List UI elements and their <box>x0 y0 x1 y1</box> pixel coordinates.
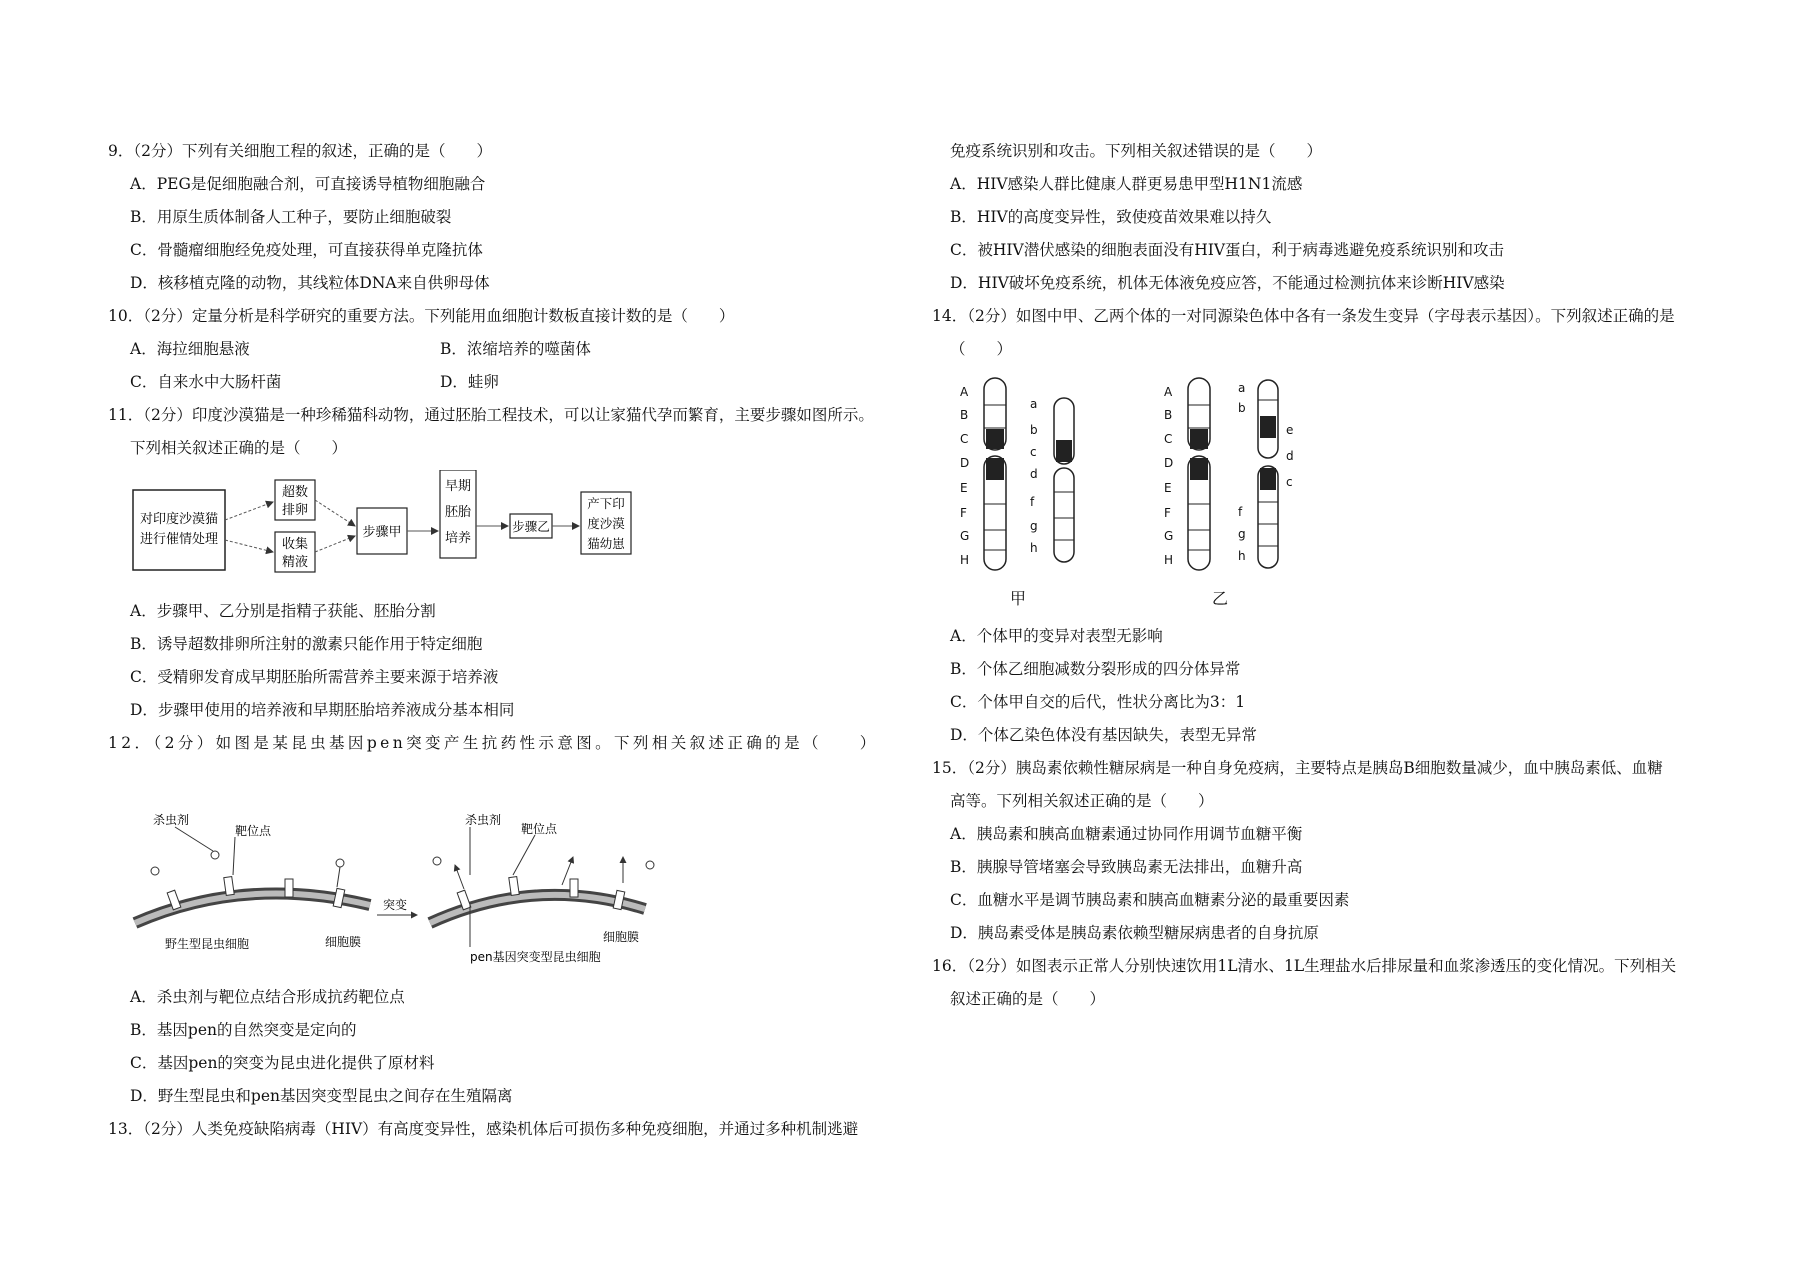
q13-stem: 13．（2分）人类免疫缺陷病毒（HIV）有高度变异性，感染机体后可损伤多种免疫细胞，并通过多种机制逃避 <box>108 1120 859 1138</box>
svg-text:细胞膜: 细胞膜 <box>603 930 640 944</box>
right-column <box>920 0 1800 1282</box>
q15-option-a: A．胰岛素和胰高血糖素通过协同作用调节血糖平衡 <box>950 825 1303 843</box>
q14-chromosome-figure <box>950 372 1370 612</box>
q12-mutation-figure <box>125 805 670 970</box>
mutant-membrane <box>430 812 654 964</box>
q11-flowchart <box>125 470 665 580</box>
q10-stem: 10．（2分）定量分析是科学研究的重要方法。下列能用血细胞计数板直接计数的是（ ） <box>108 307 735 325</box>
q14-stem-line1: 14．（2分）如图中甲、乙两个体的一对同源染色体中各有一条发生变异（字母表示基因）。下列叙述正确的是 <box>932 307 1675 325</box>
svg-text:A: A <box>960 385 969 399</box>
svg-text:度沙漠: 度沙漠 <box>587 516 625 531</box>
q10-option-d: D．蛙卵 <box>440 373 499 391</box>
svg-text:G: G <box>1164 529 1174 543</box>
svg-text:收集: 收集 <box>281 537 309 552</box>
q11-option-d: D．步骤甲使用的培养液和早期胚胎培养液成分基本相同 <box>130 701 515 719</box>
svg-text:f: f <box>1030 495 1035 509</box>
q14-option-c: C．个体甲自交的后代，性状分离比为3：1 <box>950 693 1246 711</box>
svg-text:e: e <box>1286 423 1294 437</box>
svg-text:早期: 早期 <box>444 479 472 494</box>
chromosome-jia-normal <box>960 378 1006 570</box>
svg-text:F: F <box>1164 506 1171 520</box>
flow-box-step-yi <box>510 514 552 538</box>
q15-option-c: C．血糖水平是调节胰岛素和胰高血糖素分泌的最重要因素 <box>950 891 1350 909</box>
svg-text:排卵: 排卵 <box>281 503 309 518</box>
svg-text:A: A <box>1164 385 1173 399</box>
q15-stem-line2: 高等。下列相关叙述正确的是（ ） <box>950 792 1214 810</box>
svg-text:对印度沙漠猫: 对印度沙漠猫 <box>139 512 219 527</box>
svg-text:B: B <box>1164 408 1173 422</box>
svg-text:b: b <box>1238 401 1246 415</box>
svg-text:精液: 精液 <box>281 555 309 570</box>
q9-stem: 9．（2分）下列有关细胞工程的叙述，正确的是（ ） <box>108 142 492 160</box>
svg-text:步骤乙: 步骤乙 <box>512 519 550 534</box>
flow-box-superovulation <box>275 480 315 520</box>
svg-text:B: B <box>960 408 969 422</box>
svg-text:a: a <box>1030 397 1038 411</box>
q11-option-c: C．受精卵发育成早期胚胎所需营养主要来源于培养液 <box>130 668 499 686</box>
svg-text:超数: 超数 <box>281 485 309 500</box>
svg-text:猫幼崽: 猫幼崽 <box>587 536 625 551</box>
flow-box-embryo-culture <box>440 470 476 558</box>
flow-box-semen <box>275 532 315 572</box>
q14-option-b: B．个体乙细胞减数分裂形成的四分体异常 <box>950 660 1241 678</box>
svg-text:F: F <box>960 506 967 520</box>
q13-stem-cont: 免疫系统识别和攻击。下列相关叙述错误的是（ ） <box>950 142 1323 160</box>
label-yi: 乙 <box>1212 589 1229 608</box>
q13-option-a: A．HIV感染人群比健康人群更易患甲型H1N1流感 <box>950 175 1303 193</box>
q9-option-a: A．PEG是促细胞融合剂，可直接诱导植物细胞融合 <box>130 175 486 193</box>
svg-text:c: c <box>1286 475 1293 489</box>
q14-stem-line2: （ ） <box>950 340 1013 358</box>
q16-stem-line1: 16．（2分）如图表示正常人分别快速饮用1L清水、1L生理盐水后排尿量和血浆渗透压的变化情况。下列相关 <box>932 957 1677 975</box>
q15-option-d: D．胰岛素受体是胰岛素依赖型糖尿病患者的自身抗原 <box>950 924 1319 942</box>
chromosome-yi-normal <box>1164 378 1210 570</box>
q14-option-a: A．个体甲的变异对表型无影响 <box>950 627 1163 645</box>
svg-text:E: E <box>1164 481 1172 495</box>
chromosome-jia-variant <box>1030 397 1074 562</box>
q10-option-a: A．海拉细胞悬液 <box>130 340 250 358</box>
flow-box-estrus <box>133 490 225 570</box>
mutation-arrow <box>377 897 417 915</box>
svg-text:进行催情处理: 进行催情处理 <box>139 532 219 547</box>
flow-box-step-jia <box>357 508 407 554</box>
left-column <box>0 0 879 1282</box>
svg-text:D: D <box>1164 456 1174 470</box>
q9-option-c: C．骨髓瘤细胞经免疫处理，可直接获得单克隆抗体 <box>130 241 483 259</box>
svg-text:细胞膜: 细胞膜 <box>325 935 362 949</box>
chromosome-yi-variant <box>1238 380 1294 568</box>
svg-text:H: H <box>960 553 970 567</box>
svg-text:靶位点: 靶位点 <box>521 822 558 836</box>
svg-text:b: b <box>1030 423 1038 437</box>
q9-option-d: D．核移植克隆的动物，其线粒体DNA来自供卵母体 <box>130 274 490 292</box>
svg-text:d: d <box>1030 467 1038 481</box>
label-jia: 甲 <box>1010 589 1027 608</box>
svg-text:突变: 突变 <box>383 898 408 912</box>
svg-text:G: G <box>960 529 970 543</box>
q16-stem-line2: 叙述正确的是（ ） <box>950 990 1106 1008</box>
q12-stem: 12．（2分）如图是某昆虫基因pen突变产生抗药性示意图。下列相关叙述正确的是（ ） <box>108 734 879 752</box>
svg-text:h: h <box>1030 541 1038 555</box>
flow-box-offspring <box>581 492 631 554</box>
svg-text:g: g <box>1030 519 1038 533</box>
svg-text:杀虫剂: 杀虫剂 <box>153 813 190 827</box>
svg-text:E: E <box>960 481 968 495</box>
svg-text:C: C <box>960 432 969 446</box>
svg-text:杀虫剂: 杀虫剂 <box>465 813 502 827</box>
svg-text:g: g <box>1238 527 1246 541</box>
svg-text:pen基因突变型昆虫细胞: pen基因突变型昆虫细胞 <box>470 950 601 964</box>
q11-stem-line2: 下列相关叙述正确的是（ ） <box>130 439 348 457</box>
svg-text:d: d <box>1286 449 1294 463</box>
svg-text:c: c <box>1030 445 1037 459</box>
q13-option-d: D．HIV破坏免疫系统，机体无体液免疫应答，不能通过检测抗体来诊断HIV感染 <box>950 274 1505 292</box>
q13-option-c: C．被HIV潜伏感染的细胞表面没有HIV蛋白，利于病毒逃避免疫系统识别和攻击 <box>950 241 1505 259</box>
svg-text:a: a <box>1238 381 1246 395</box>
q15-stem-line1: 15．（2分）胰岛素依赖性糖尿病是一种自身免疫病，主要特点是胰岛B细胞数量减少，血中胰岛素低、血糖 <box>932 759 1663 777</box>
svg-text:靶位点: 靶位点 <box>235 824 272 838</box>
q15-option-b: B．胰腺导管堵塞会导致胰岛素无法排出，血糖升高 <box>950 858 1303 876</box>
svg-text:h: h <box>1238 549 1246 563</box>
svg-text:胚胎: 胚胎 <box>444 505 472 520</box>
svg-text:H: H <box>1164 553 1174 567</box>
q12-option-b: B．基因pen的自然突变是定向的 <box>130 1021 357 1039</box>
svg-text:C: C <box>1164 432 1173 446</box>
q9-option-b: B．用原生质体制备人工种子，要防止细胞破裂 <box>130 208 452 226</box>
q10-option-b: B．浓缩培养的噬菌体 <box>440 340 591 358</box>
q11-option-b: B．诱导超数排卵所注射的激素只能作用于特定细胞 <box>130 635 483 653</box>
q10-option-c: C．自来水中大肠杆菌 <box>130 373 282 391</box>
q12-option-c: C．基因pen的突变为昆虫进化提供了原材料 <box>130 1054 435 1072</box>
q14-option-d: D．个体乙染色体没有基因缺失，表型无异常 <box>950 726 1257 744</box>
svg-text:f: f <box>1238 505 1243 519</box>
q12-option-d: D．野生型昆虫和pen基因突变型昆虫之间存在生殖隔离 <box>130 1087 513 1105</box>
q12-option-a: A．杀虫剂与靶位点结合形成抗药靶位点 <box>130 988 405 1006</box>
svg-text:野生型昆虫细胞: 野生型昆虫细胞 <box>165 937 250 951</box>
q11-option-a: A．步骤甲、乙分别是指精子获能、胚胎分割 <box>130 602 436 620</box>
wild-type-membrane <box>135 812 370 951</box>
svg-text:D: D <box>960 456 970 470</box>
svg-text:产下印: 产下印 <box>587 496 625 511</box>
q11-stem-line1: 11．（2分）印度沙漠猫是一种珍稀猫科动物，通过胚胎工程技术，可以让家猫代孕而繁育，主要步骤如图所示。 <box>108 406 874 424</box>
svg-text:培养: 培养 <box>444 531 472 546</box>
q13-option-b: B．HIV的高度变异性，致使疫苗效果难以持久 <box>950 208 1272 226</box>
svg-text:步骤甲: 步骤甲 <box>362 525 402 540</box>
